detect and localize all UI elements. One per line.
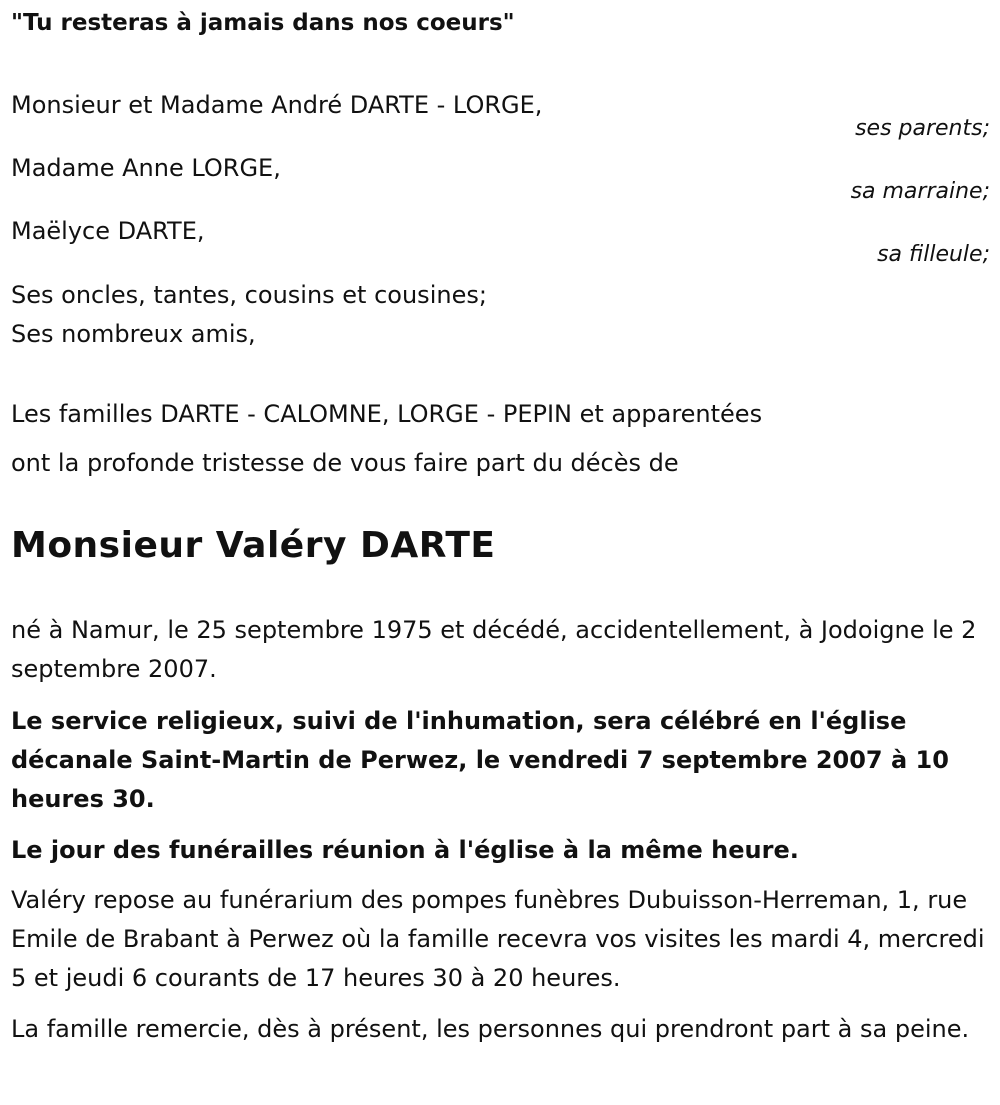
families-line: Les familles DARTE - CALOMNE, LORGE - PEPIN et apparentées — [11, 400, 763, 428]
others-friends: Ses nombreux amis, — [11, 320, 256, 348]
visits-paragraph: Valéry repose au funérarium des pompes funèbres Dubuisson-Herreman, 1, rue Emile de Brabant à Perwez où la famille recevra vos visites les mardi 4, mercredi 5 et jeudi 6 courants de 17 heures 30 à 20 heures. — [11, 886, 985, 992]
memorial-quote: "Tu resteras à jamais dans nos coeurs" — [11, 10, 515, 36]
deceased-name: Monsieur Valéry DARTE — [11, 525, 496, 566]
family-parents-name: Monsieur et Madame André DARTE - LORGE, — [11, 91, 543, 119]
family-goddaughter-role: sa filleule; — [877, 242, 990, 267]
birth-death-paragraph: né à Namur, le 25 septembre 1975 et décédé, accidentellement, à Jodoigne le 2 septembre 2007. — [11, 616, 977, 683]
others-relatives: Ses oncles, tantes, cousins et cousines; — [11, 281, 487, 309]
announce-line: ont la profonde tristesse de vous faire part du décès de — [11, 449, 679, 477]
thanks-paragraph: La famille remercie, dès à présent, les personnes qui prendront part à sa peine. — [11, 1015, 970, 1043]
family-godmother-role: sa marraine; — [850, 179, 990, 204]
family-parents-role: ses parents; — [855, 116, 990, 141]
service-paragraph: Le service religieux, suivi de l'inhumation, sera célébré en l'église décanale Saint-Martin de Perwez, le vendredi 7 septembre 2007 à 10 heures 30. — [11, 707, 949, 813]
family-goddaughter-name: Maëlyce DARTE, — [11, 217, 205, 245]
meeting-paragraph: Le jour des funérailles réunion à l'église à la même heure. — [11, 836, 799, 864]
family-godmother-name: Madame Anne LORGE, — [11, 154, 281, 182]
